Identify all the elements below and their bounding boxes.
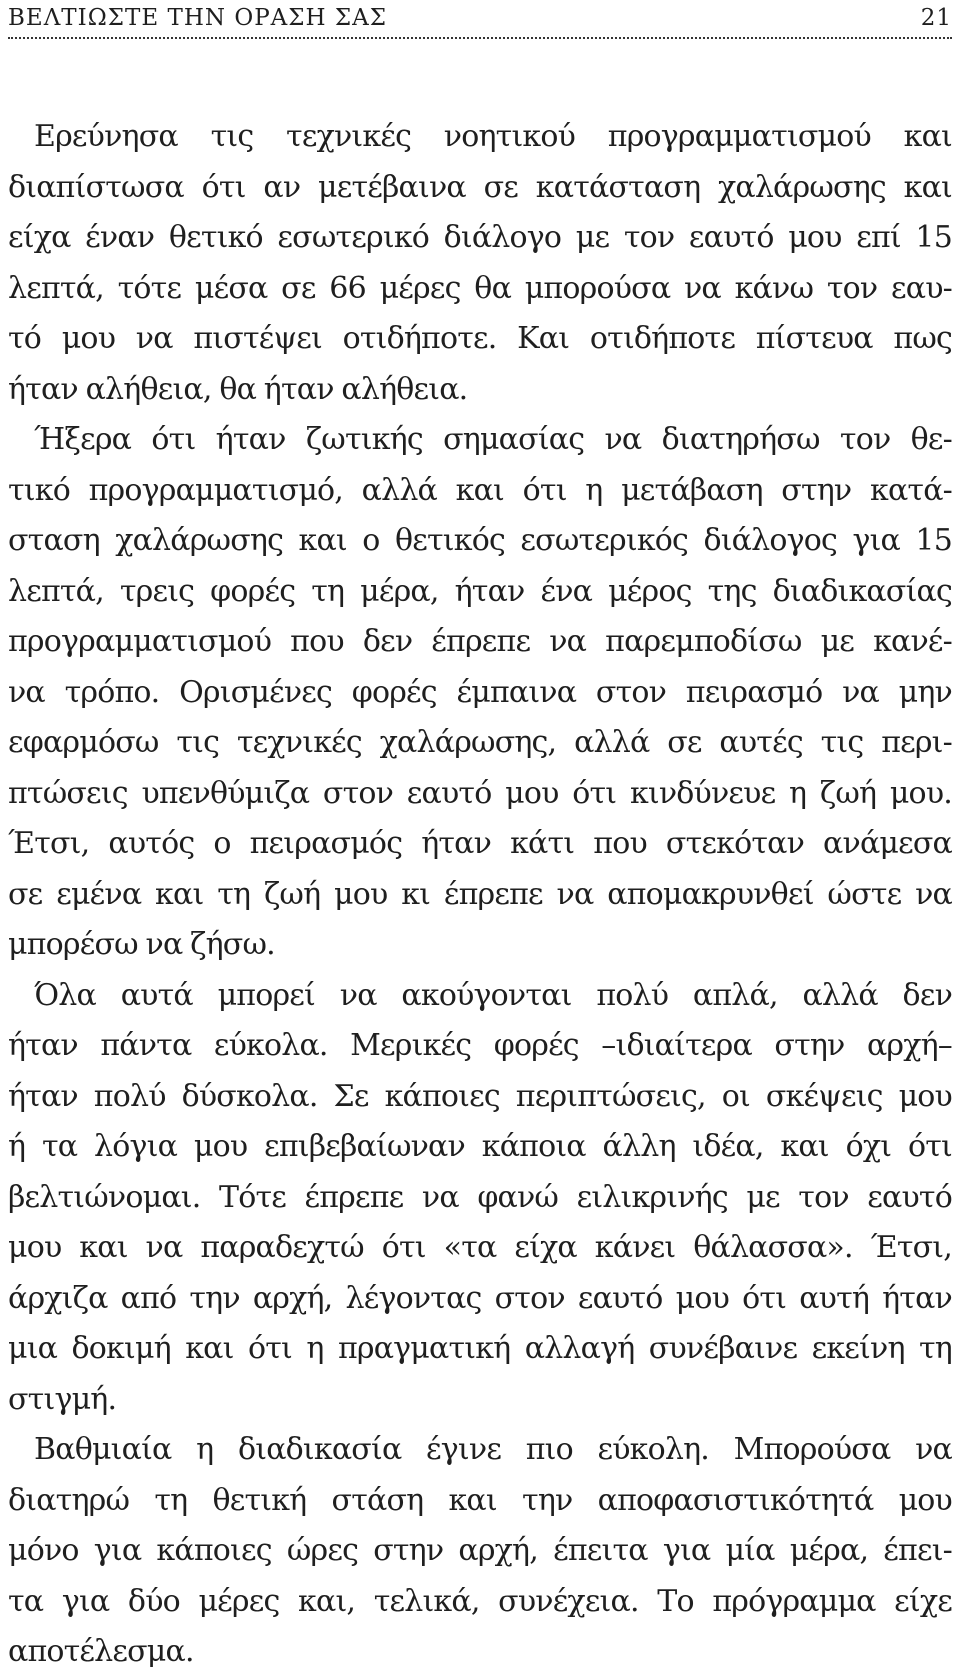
text-line-content: σταση χαλάρωσης και ο θετικός εσωτερικός διάλογος για 15	[8, 523, 952, 558]
text-line	[8, 415, 952, 466]
text-line	[8, 870, 952, 921]
text-line-content: στιγμή.	[8, 1381, 117, 1417]
text-line	[8, 314, 952, 365]
text-line	[8, 718, 952, 769]
text-line-content: διατηρώ τη θετική στάση και την αποφασιστικότητά μου	[8, 1482, 952, 1518]
text-line-content: πτώσεις υπενθύμιζα στον εαυτό μου ότι κινδύνευε η ζωή μου.	[8, 775, 952, 811]
text-line	[8, 769, 952, 820]
text-line	[8, 1577, 952, 1628]
text-line	[8, 567, 952, 618]
page-number: 21	[920, 5, 952, 31]
text-line-content: βελτιώνομαι. Τότε έπρεπε να φανώ ειλικρινής με τον εαυτό	[8, 1179, 952, 1215]
text-line	[8, 213, 952, 264]
text-line	[8, 1223, 952, 1274]
running-title: ΒΕΛΤΙΩΣΤΕ ΤΗΝ ΟΡΑΣΗ ΣΑΣ	[8, 5, 388, 31]
text-line-content: άρχιζα από την αρχή, λέγοντας στον εαυτό μου ότι αυτή ήταν	[8, 1280, 952, 1316]
text-line-content: Βαθμιαία η διαδικασία έγινε πιο εύκολη. Μπορούσα να	[34, 1432, 952, 1467]
text-line-content: μόνο για κάποιες ώρες στην αρχή, έπειτα για μία μέρα, έπει-	[8, 1533, 952, 1568]
text-line	[8, 1021, 952, 1072]
text-line	[8, 819, 952, 870]
text-line-content: Ήξερα ότι ήταν ζωτικής σημασίας να διατηρήσω τον θε-	[34, 422, 952, 457]
text-line-content: διαπίστωσα ότι αν μετέβαινα σε κατάσταση χαλάρωσης και	[8, 169, 952, 205]
text-line-content: λεπτά, τότε μέσα σε 66 μέρες θα μπορούσα να κάνω τον εαυ-	[8, 270, 952, 306]
text-line	[8, 163, 952, 214]
text-line	[8, 1274, 952, 1325]
text-line-content: Όλα αυτά μπορεί να ακούγονται πολύ απλά, αλλά δεν	[34, 977, 952, 1013]
text-line-content: να τρόπο. Ορισμένες φορές έμπαινα στον πειρασμό να μην	[8, 674, 952, 710]
text-line	[8, 1072, 952, 1123]
text-line	[8, 264, 952, 315]
text-line-content: τικό προγραμματισμό, αλλά και ότι η μετάβαση στην κατά-	[8, 472, 952, 508]
text-line	[8, 1627, 952, 1678]
text-line-content: εφαρμόσω τις τεχνικές χαλάρωσης, αλλά σε αυτές τις περι-	[8, 725, 952, 760]
text-line	[8, 516, 952, 567]
text-line-content: ή τα λόγια μου επιβεβαίωναν κάποια άλλη ιδέα, και όχι ότι	[8, 1129, 952, 1164]
text-line-content: τό μου να πιστέψει οτιδήποτε. Και οτιδήποτε πίστευα πως	[8, 321, 952, 356]
text-line-content: ήταν πολύ δύσκολα. Σε κάποιες περιπτώσεις, οι σκέψεις μου	[8, 1078, 952, 1114]
text-line	[8, 971, 952, 1022]
text-line	[8, 1425, 952, 1476]
text-line-content: Ερεύνησα τις τεχνικές νοητικού προγραμματισμού και	[34, 119, 952, 154]
text-line	[8, 920, 952, 971]
text-line-content: Έτσι, αυτός ο πειρασμός ήταν κάτι που στεκόταν ανάμεσα	[8, 826, 952, 861]
header-dotted-rule	[8, 37, 952, 39]
text-line-content: μου και να παραδεχτώ ότι «τα είχα κάνει θάλασσα». Έτσι,	[8, 1230, 952, 1265]
body-text	[8, 112, 952, 1678]
text-line-content: σε εμένα και τη ζωή μου κι έπρεπε να απομακρυνθεί ώστε να	[8, 876, 952, 912]
text-line	[8, 365, 952, 416]
text-line-content: μια δοκιμή και ότι η πραγματική αλλαγή συνέβαινε εκείνη τη	[8, 1331, 952, 1366]
text-line	[8, 1122, 952, 1173]
running-header	[8, 0, 952, 36]
text-line-content: λεπτά, τρεις φορές τη μέρα, ήταν ένα μέρος της διαδικασίας	[8, 573, 952, 609]
text-line-content: αποτέλεσμα.	[8, 1634, 194, 1669]
text-line	[8, 617, 952, 668]
text-line	[8, 1526, 952, 1577]
text-line-content: μπορέσω να ζήσω.	[8, 927, 275, 962]
text-line-content: ήταν πάντα εύκολα. Μερικές φορές –ιδιαίτερα στην αρχή–	[8, 1028, 952, 1063]
text-line	[8, 1375, 952, 1426]
text-line-content: τα για δύο μέρες και, τελικά, συνέχεια. Το πρόγραμμα είχε	[8, 1583, 952, 1619]
text-line	[8, 466, 952, 517]
text-line	[8, 1173, 952, 1224]
text-line	[8, 1324, 952, 1375]
text-line-content: είχα έναν θετικό εσωτερικό διάλογο με τον εαυτό μου επί 15	[8, 220, 952, 255]
text-line	[8, 112, 952, 163]
text-line-content: ήταν αλήθεια, θα ήταν αλήθεια.	[8, 371, 468, 407]
text-line	[8, 668, 952, 719]
text-line-content: προγραμματισμού που δεν έπρεπε να παρεμποδίσω με κανέ-	[8, 624, 952, 659]
text-line	[8, 1476, 952, 1527]
